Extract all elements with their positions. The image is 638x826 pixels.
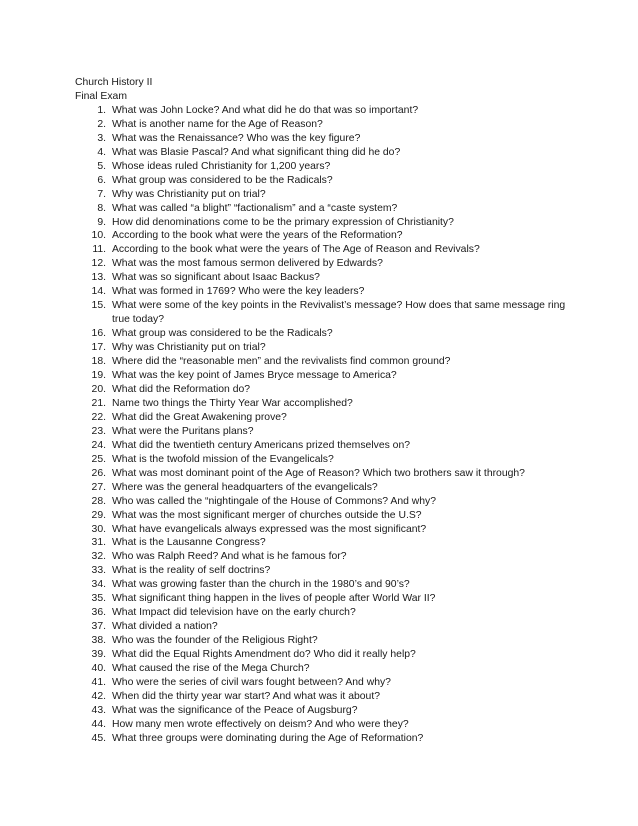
question-item: [75, 271, 575, 285]
question-number: 17.: [91, 342, 106, 354]
question-item: [75, 453, 575, 467]
question-item: [75, 536, 575, 550]
question-item: [75, 620, 575, 634]
question-number: 13.: [91, 272, 106, 284]
question-item: [75, 355, 575, 369]
question-text: How many men wrote effectively on deism? And who were they?: [112, 718, 409, 730]
question-number: 32.: [91, 551, 106, 563]
question-text: According to the book what were the years of the Reformation?: [112, 230, 403, 242]
question-item: [75, 523, 575, 537]
question-text: Who were the series of civil wars fought between? And why?: [112, 676, 391, 688]
question-number: 5.: [97, 160, 106, 172]
question-text: What have evangelicals always expressed was the most significant?: [112, 523, 427, 535]
question-item: [75, 383, 575, 397]
question-number: 27.: [91, 481, 106, 493]
question-number: 40.: [91, 663, 106, 675]
question-number: 31.: [91, 537, 106, 549]
question-text: What was called “a blight” “factionalism” and a “caste system?: [112, 202, 398, 214]
question-item: [75, 257, 575, 271]
question-number: 16.: [91, 328, 106, 340]
question-text: What was John Locke? And what did he do that was so important?: [112, 104, 419, 116]
question-item: [75, 592, 575, 606]
question-item: [75, 118, 575, 132]
question-text: Where was the general headquarters of the evangelicals?: [112, 481, 378, 493]
question-item: [75, 662, 575, 676]
question-number: 41.: [91, 676, 106, 688]
question-text: What was growing faster than the church in the 1980’s and 90’s?: [112, 579, 410, 591]
question-number: 38.: [91, 635, 106, 647]
question-item: [75, 606, 575, 620]
question-text: What did the twentieth century Americans prized themselves on?: [112, 439, 411, 451]
question-number: 4.: [97, 146, 106, 158]
question-item: [75, 188, 575, 202]
question-number: 42.: [91, 690, 106, 702]
question-text: What did the Reformation do?: [112, 383, 251, 395]
question-text: Who was called the “nightingale of the House of Commons? And why?: [112, 495, 437, 507]
question-text: What was formed in 1769? Who were the key leaders?: [112, 286, 365, 298]
question-item: [75, 481, 575, 495]
question-text: What group was considered to be the Radicals?: [112, 328, 333, 340]
question-number: 19.: [91, 370, 106, 382]
question-item: [75, 509, 575, 523]
question-number: 24.: [91, 439, 106, 451]
question-text: What three groups were dominating during the Age of Reformation?: [112, 732, 424, 744]
question-text: What were some of the key points in the Revivalist’s message? How does that same message ring true today?: [112, 300, 566, 326]
question-item: [75, 718, 575, 732]
question-text: What caused the rise of the Mega Church?: [112, 663, 310, 675]
question-text: What is another name for the Age of Reason?: [112, 118, 323, 130]
question-item: [75, 341, 575, 355]
question-number: 39.: [91, 649, 106, 661]
question-item: [75, 676, 575, 690]
question-item: [75, 439, 575, 453]
question-number: 1.: [97, 104, 106, 116]
question-text: Whose ideas ruled Christianity for 1,200 years?: [112, 160, 331, 172]
question-text: What was the key point of James Bryce message to America?: [112, 370, 397, 382]
question-text: What significant thing happen in the lives of people after World War II?: [112, 593, 436, 605]
question-text: Why was Christianity put on trial?: [112, 342, 266, 354]
question-number: 18.: [91, 356, 106, 368]
question-number: 28.: [91, 495, 106, 507]
question-number: 26.: [91, 467, 106, 479]
question-text: What is the reality of self doctrins?: [112, 565, 271, 577]
question-item: [75, 634, 575, 648]
question-list: [75, 104, 575, 746]
question-item: [75, 202, 575, 216]
question-text: How did denominations come to be the primary expression of Christianity?: [112, 216, 454, 228]
question-text: Who was the founder of the Religious Right?: [112, 635, 318, 647]
question-item: [75, 397, 575, 411]
question-number: 12.: [91, 258, 106, 270]
question-text: Who was Ralph Reed? And what is he famous for?: [112, 551, 347, 563]
question-number: 23.: [91, 425, 106, 437]
question-item: [75, 160, 575, 174]
question-number: 36.: [91, 607, 106, 619]
question-text: What was Blasie Pascal? And what significant thing did he do?: [112, 146, 401, 158]
question-number: 8.: [97, 202, 106, 214]
question-number: 22.: [91, 411, 106, 423]
question-number: 33.: [91, 565, 106, 577]
question-item: [75, 216, 575, 230]
question-item: [75, 327, 575, 341]
question-number: 10.: [91, 230, 106, 242]
question-number: 43.: [91, 704, 106, 716]
question-item: [75, 285, 575, 299]
question-number: 21.: [91, 397, 106, 409]
question-text: What is the Lausanne Congress?: [112, 537, 266, 549]
question-item: [75, 550, 575, 564]
question-text: What was the most significant merger of churches outside the U.S?: [112, 509, 422, 521]
question-number: 7.: [97, 188, 106, 200]
question-text: What did the Great Awakening prove?: [112, 411, 287, 423]
question-text: Why was Christianity put on trial?: [112, 188, 266, 200]
question-number: 15.: [91, 300, 106, 312]
question-item: [75, 369, 575, 383]
question-number: 34.: [91, 579, 106, 591]
question-item: [75, 174, 575, 188]
exam-subtitle: Final Exam: [75, 90, 127, 102]
question-number: 3.: [97, 132, 106, 144]
question-item: [75, 564, 575, 578]
question-text: What was most dominant point of the Age of Reason? Which two brothers saw it through?: [112, 467, 525, 479]
question-number: 45.: [91, 732, 106, 744]
question-number: 44.: [91, 718, 106, 730]
question-text: What is the twofold mission of the Evangelicals?: [112, 453, 334, 465]
question-number: 29.: [91, 509, 106, 521]
question-number: 30.: [91, 523, 106, 535]
question-text: What were the Puritans plans?: [112, 425, 254, 437]
course-title: Church History II: [75, 77, 153, 88]
question-number: 25.: [91, 453, 106, 465]
question-text: What was the Renaissance? Who was the key figure?: [112, 132, 361, 144]
question-number: 35.: [91, 593, 106, 605]
question-text: What Impact did television have on the early church?: [112, 607, 356, 619]
question-text: According to the book what were the years of The Age of Reason and Revivals?: [112, 244, 480, 256]
question-number: 14.: [91, 286, 106, 298]
question-item: [75, 146, 575, 160]
question-number: 2.: [97, 118, 106, 130]
question-item: [75, 704, 575, 718]
question-item: [75, 243, 575, 257]
question-item: [75, 648, 575, 662]
exam-page: [75, 76, 575, 746]
question-item: [75, 578, 575, 592]
question-number: 11.: [92, 244, 106, 256]
question-text: Where did the “reasonable men” and the revivalists find common ground?: [112, 356, 451, 368]
question-text: Name two things the Thirty Year War accomplished?: [112, 397, 353, 409]
question-text: What was the significance of the Peace of Augsburg?: [112, 704, 358, 716]
question-number: 9.: [97, 216, 106, 228]
question-text: What divided a nation?: [112, 621, 218, 633]
question-item: [75, 495, 575, 509]
question-number: 6.: [97, 174, 106, 186]
question-item: [75, 690, 575, 704]
question-text: What group was considered to be the Radicals?: [112, 174, 333, 186]
question-text: What was so significant about Isaac Backus?: [112, 272, 320, 284]
question-number: 20.: [91, 383, 106, 395]
question-text: What was the most famous sermon delivered by Edwards?: [112, 258, 383, 270]
question-item: [75, 411, 575, 425]
question-text: When did the thirty year war start? And what was it about?: [112, 690, 380, 702]
question-number: 37.: [91, 621, 106, 633]
question-item: [75, 467, 575, 481]
question-item: [75, 732, 575, 746]
question-item: [75, 104, 575, 118]
question-item: [75, 229, 575, 243]
question-item: [75, 299, 575, 327]
question-item: [75, 425, 575, 439]
question-item: [75, 132, 575, 146]
question-text: What did the Equal Rights Amendment do? Who did it really help?: [112, 649, 416, 661]
